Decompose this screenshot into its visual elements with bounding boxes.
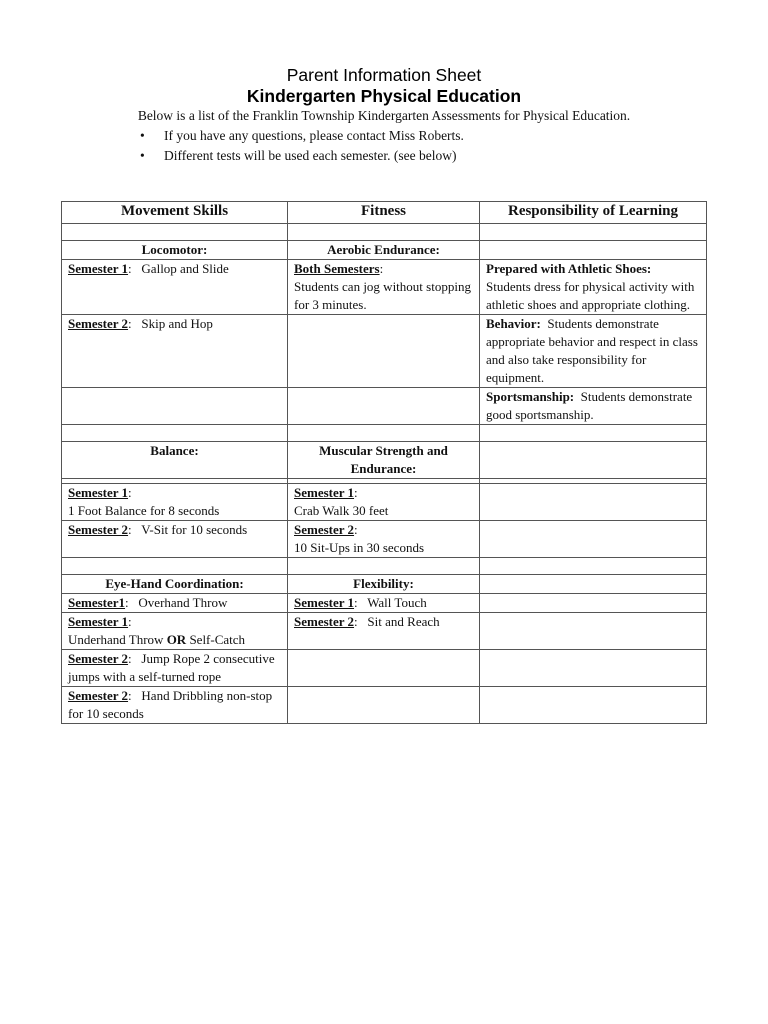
column-header-fitness: Fitness (288, 202, 480, 224)
table-row (62, 594, 707, 613)
assessment-table (61, 201, 707, 724)
spacer-row (62, 425, 707, 442)
behavior-cell (480, 315, 707, 388)
bullet-item (140, 126, 464, 146)
page-subtitle: Kindergarten Physical Education (246, 86, 522, 106)
column-header-movement: Movement Skills (62, 202, 288, 224)
section-flexibility: Flexibility: (288, 575, 480, 594)
eye-hand-semester2b-cell: Semester 2: Hand Dribbling non-stop for 10 seconds (62, 687, 288, 724)
balance-semester2-cell: Semester 2: V-Sit for 10 seconds (62, 521, 288, 558)
skill-text: Hand Dribbling non-stop for 10 seconds (68, 688, 273, 721)
skill-text: Crab Walk 30 feet (294, 503, 389, 518)
sportsmanship-cell (480, 388, 707, 425)
bullet-item (140, 146, 464, 166)
balance-semester1-cell: Semester 1: 1 Foot Balance for 8 seconds (62, 484, 288, 521)
table-row (62, 442, 707, 479)
responsibility-text: Students demonstrate appropriate behavior and respect in class and also take responsibility for equipment. (486, 316, 698, 385)
aerobic-both-cell: Both Semesters: Students can jog without stopping for 3 minutes. (288, 260, 480, 315)
skill-text: 10 Sit-Ups in 30 seconds (294, 540, 424, 555)
or-text: OR (166, 632, 187, 647)
table-row (62, 575, 707, 594)
semester-label: Semester 2 (68, 316, 129, 331)
skill-text: 1 Foot Balance for 8 seconds (68, 503, 220, 518)
skill-text: V-Sit for 10 seconds (141, 522, 248, 537)
table-row (62, 315, 707, 388)
responsibility-title: Sportsmanship: (486, 389, 575, 404)
semester-label: Both Semesters (294, 261, 380, 276)
spacer-row (62, 558, 707, 575)
responsibility-text: Students dress for physical activity with athletic shoes and appropriate clothing. (486, 279, 695, 312)
skill-text: Skip and Hop (141, 316, 213, 331)
info-bullet-list (140, 126, 464, 166)
skill-text: Overhand Throw (138, 595, 228, 610)
table-row (62, 241, 707, 260)
semester-label: Semester 1 (68, 261, 129, 276)
spacer-row (62, 224, 707, 241)
bullet-text: If you have any questions, please contact Miss Roberts. (164, 128, 464, 143)
flexibility-semester1-cell: Semester 1: Wall Touch (288, 594, 480, 613)
bullet-text: Different tests will be used each semester. (see below) (164, 148, 457, 163)
semester-label: Semester 2 (68, 651, 129, 666)
table-row (62, 521, 707, 558)
table-row (62, 484, 707, 521)
semester-label: Semester 2 (68, 522, 129, 537)
semester-label: Semester 1 (68, 614, 129, 629)
section-eye-hand: Eye-Hand Coordination: (62, 575, 288, 594)
column-header-responsibility: Responsibility of Learning (480, 202, 707, 224)
section-muscular: Muscular Strength and Endurance: (288, 442, 480, 479)
responsibility-title: Prepared with Athletic Shoes: (486, 261, 652, 276)
semester-label: Semester 2 (294, 522, 355, 537)
table-row (62, 613, 707, 650)
responsibility-text: Students demonstrate good sportsmanship. (486, 389, 693, 422)
locomotor-semester1-cell: Semester 1: Gallop and Slide (62, 260, 288, 315)
skill-text: Wall Touch (367, 595, 427, 610)
section-aerobic: Aerobic Endurance: (288, 241, 480, 260)
eye-hand-semester2a-cell: Semester 2: Jump Rope 2 consecutive jumps with a self-turned rope (62, 650, 288, 687)
semester-label: Semester1 (68, 595, 126, 610)
semester-label: Semester 2 (68, 688, 129, 703)
table-row (62, 388, 707, 425)
skill-text: Gallop and Slide (141, 261, 229, 276)
skill-text: Sit and Reach (367, 614, 440, 629)
section-locomotor: Locomotor: (62, 241, 288, 260)
intro-text: Below is a list of the Franklin Township Kindergarten Assessments for Physical Education. (137, 108, 631, 123)
locomotor-semester2-cell: Semester 2: Skip and Hop (62, 315, 288, 388)
eye-hand-semester1b-cell: Semester 1: Underhand Throw OR Self-Catch (62, 613, 288, 650)
table-row (62, 687, 707, 724)
table-row (62, 260, 707, 315)
skill-text: Self-Catch (189, 632, 246, 647)
semester-label: Semester 1 (294, 485, 355, 500)
table-row (62, 650, 707, 687)
skill-text: Jump Rope 2 consecutive jumps with a self-turned rope (68, 651, 275, 684)
skill-text: Students can jog without stopping for 3 minutes. (294, 279, 471, 312)
muscular-semester1-cell: Semester 1: Crab Walk 30 feet (288, 484, 480, 521)
semester-label: Semester 1 (294, 595, 355, 610)
responsibility-title: Behavior: (486, 316, 541, 331)
page-title: Parent Information Sheet (286, 65, 482, 85)
semester-label: Semester 1 (68, 485, 129, 500)
flexibility-semester2-cell: Semester 2: Sit and Reach (288, 613, 480, 650)
muscular-semester2-cell: Semester 2: 10 Sit-Ups in 30 seconds (288, 521, 480, 558)
bullet-icon: • (140, 128, 145, 143)
shoes-cell (480, 260, 707, 315)
table-header-row (62, 202, 707, 224)
eye-hand-semester1-cell: Semester1: Overhand Throw (62, 594, 288, 613)
section-balance: Balance: (62, 442, 288, 479)
skill-text: Underhand Throw (68, 632, 164, 647)
bullet-icon: • (140, 148, 145, 163)
semester-label: Semester 2 (294, 614, 355, 629)
